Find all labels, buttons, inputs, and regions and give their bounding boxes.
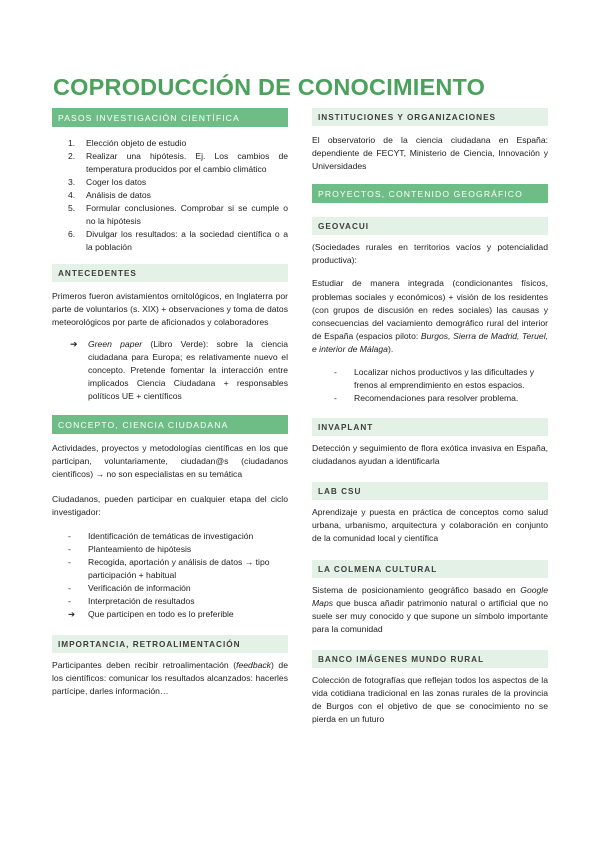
dash-bullet-icon: - — [68, 530, 71, 541]
step-text: Elección objeto de estudio — [86, 138, 187, 148]
antecedentes-text: Primeros fueron avistamientos ornitológicos, en Inglaterra por parte de voluntarios (s. XIX) + observaciones y toma de datos meteorológicos por parte de aficionados y colaboradores — [52, 291, 288, 328]
page-title: COPRODUCCIÓN DE CONOCIMIENTO — [53, 74, 486, 100]
dash-bullet-icon: - — [334, 367, 337, 378]
labcsu-text: Aprendizaje y puesta en práctica de conceptos como salud urbana, urbanismo, arquitectura y colaboración en conjunto de la comunidad local y científica — [312, 507, 548, 544]
list-item — [334, 366, 548, 392]
list-item — [68, 608, 288, 621]
dash-bullet-icon: - — [68, 582, 71, 593]
project-heading-colmena: LA COLMENA CULTURAL — [312, 560, 548, 578]
google-maps-term: Google Maps — [312, 584, 548, 608]
green-paper-term: Green paper — [88, 339, 143, 350]
arrow-right-icon: ➔ — [70, 339, 78, 350]
arrow-right-icon: ➔ — [68, 608, 76, 619]
list-item-text: Recomendaciones para resolver problema. — [354, 393, 519, 404]
geovacui-list — [334, 366, 548, 405]
project-heading-banco: BANCO IMÁGENES MUNDO RURAL — [312, 650, 548, 668]
concepto-text-2: Ciudadanos, pueden participar en cualquier etapa del ciclo investigador: — [52, 493, 288, 517]
feedback-term: feedback — [236, 659, 271, 670]
concepto-text: Actividades, proyectos y metodologías científicas en los que participan, voluntariamente, ciudadan@s (ciudadanos científicos) → no son especialistas en su temática — [52, 443, 288, 480]
step-text: Formular conclusiones. Comprobar si se cumple o no la hipótesis — [86, 203, 288, 226]
step-number: 4. — [68, 190, 76, 200]
step-number: 1. — [68, 138, 76, 148]
section-heading-importancia: IMPORTANCIA, RETROALIMENTACIÓN — [52, 635, 288, 653]
step-text: Análisis de datos — [86, 190, 151, 200]
step-number: 5. — [68, 203, 76, 213]
list-item — [68, 543, 288, 556]
colmena-text: Sistema de posicionamiento geográfico basado en Google Maps que busca añadir patrimonio natural o artificial que no suele ser muy conocido y que supone un símbolo importante para la comunidad — [312, 584, 548, 634]
step-item — [68, 176, 288, 189]
section-heading-antecedentes: ANTECEDENTES — [52, 264, 288, 282]
green-paper-note — [70, 338, 288, 403]
step-text: Coger los datos — [86, 177, 147, 187]
section-heading-proyectos: PROYECTOS, CONTENIDO GEOGRÁFICO — [312, 184, 548, 203]
banco-text: Colección de fotografías que reflejan todos los aspectos de la vida cotidiana tradicional en las zonas rurales de la provincia de Burgos con el objetivo de que se conocimiento no se pierda en un futuro — [312, 674, 548, 725]
invaplant-text: Detección y seguimiento de flora exótica invasiva en España, ciudadanos ayudan a identificarla — [312, 443, 548, 467]
list-item-text: Interpretación de resultados — [88, 595, 195, 606]
list-item-text: Verificación de información — [88, 582, 191, 593]
concepto-list — [68, 530, 288, 621]
step-number: 6. — [68, 229, 76, 239]
section-heading-instituciones: INSTITUCIONES Y ORGANIZACIONES — [312, 108, 548, 126]
list-item — [334, 392, 548, 405]
dash-bullet-icon: - — [68, 595, 71, 606]
green-paper-text: (Libro Verde): sobre la ciencia ciudadana para Europa; es relativamente nuevo el concepto. Pretende fomentar la interacción entre implicados Ciencia Ciudadana + responsables políticos UE + científicos — [88, 339, 288, 402]
project-heading-labcsu: LAB CSU — [312, 482, 548, 500]
list-item — [68, 582, 288, 595]
list-item-text: Que participen en todo es lo preferible — [88, 608, 234, 619]
step-item — [68, 137, 288, 150]
step-item — [68, 189, 288, 202]
right-column — [312, 108, 548, 726]
dash-bullet-icon: - — [68, 543, 71, 554]
step-number: 3. — [68, 177, 76, 187]
geovacui-text-2: Estudiar de manera integrada (condicionantes físicos, problemas sociales y económicos) + visión de los residentes (con grupos de discusión en redes sociales) las causas y consecuencias del vaciamiento demográfico rural del interior de España (espacios piloto: Burgos, Sierra de Madrid, Teruel, e interior de Málaga). — [312, 278, 549, 354]
dash-bullet-icon: - — [68, 556, 71, 567]
instituciones-text: El observatorio de la ciencia ciudadana en España: dependiente de FECYT, Ministerio de Ciencia, Innovación y Universidades — [312, 135, 548, 172]
geovacui-text: (Sociedades rurales en territorios vacíos y potencialidad productiva): — [312, 242, 548, 266]
step-item — [68, 228, 288, 254]
list-item-text: Identificación de temáticas de investigación — [88, 530, 254, 541]
importancia-text: Participantes deben recibir retroalimentación (feedback) de los científicos: comunicar los resultados alcanzados: hacerles partícipe, darles información… — [52, 659, 288, 696]
step-item — [68, 202, 288, 228]
list-item — [68, 595, 288, 608]
project-heading-invaplant: INVAPLANT — [312, 418, 548, 436]
pilot-places: Burgos, Sierra de Madrid, Teruel, e interior de Málaga — [312, 330, 549, 354]
section-heading-pasos: PASOS INVESTIGACIÓN CIENTÍFICA — [52, 108, 288, 127]
step-item — [68, 150, 288, 176]
list-item-text: Localizar nichos productivos y las dificultades y frenos al emprendimiento en estos espacios. — [354, 367, 535, 391]
dash-bullet-icon: - — [334, 393, 337, 404]
list-item-text: Recogida, aportación y análisis de datos → tipo participación + habitual — [88, 556, 270, 580]
step-text: Divulgar los resultados: a la sociedad científica o a la población — [86, 229, 288, 252]
section-heading-concepto: CONCEPTO, CIENCIA CIUDADANA — [52, 415, 288, 434]
steps-list — [68, 137, 288, 254]
list-item — [68, 530, 288, 543]
left-column — [52, 108, 288, 698]
step-number: 2. — [68, 151, 76, 161]
step-text: Realizar una hipótesis. Ej. Los cambios de temperatura producidos por el cambio climático — [86, 151, 288, 174]
project-heading-geovacui: GEOVACUI — [312, 217, 548, 235]
list-item-text: Planteamiento de hipótesis — [88, 543, 192, 554]
list-item — [68, 556, 288, 582]
